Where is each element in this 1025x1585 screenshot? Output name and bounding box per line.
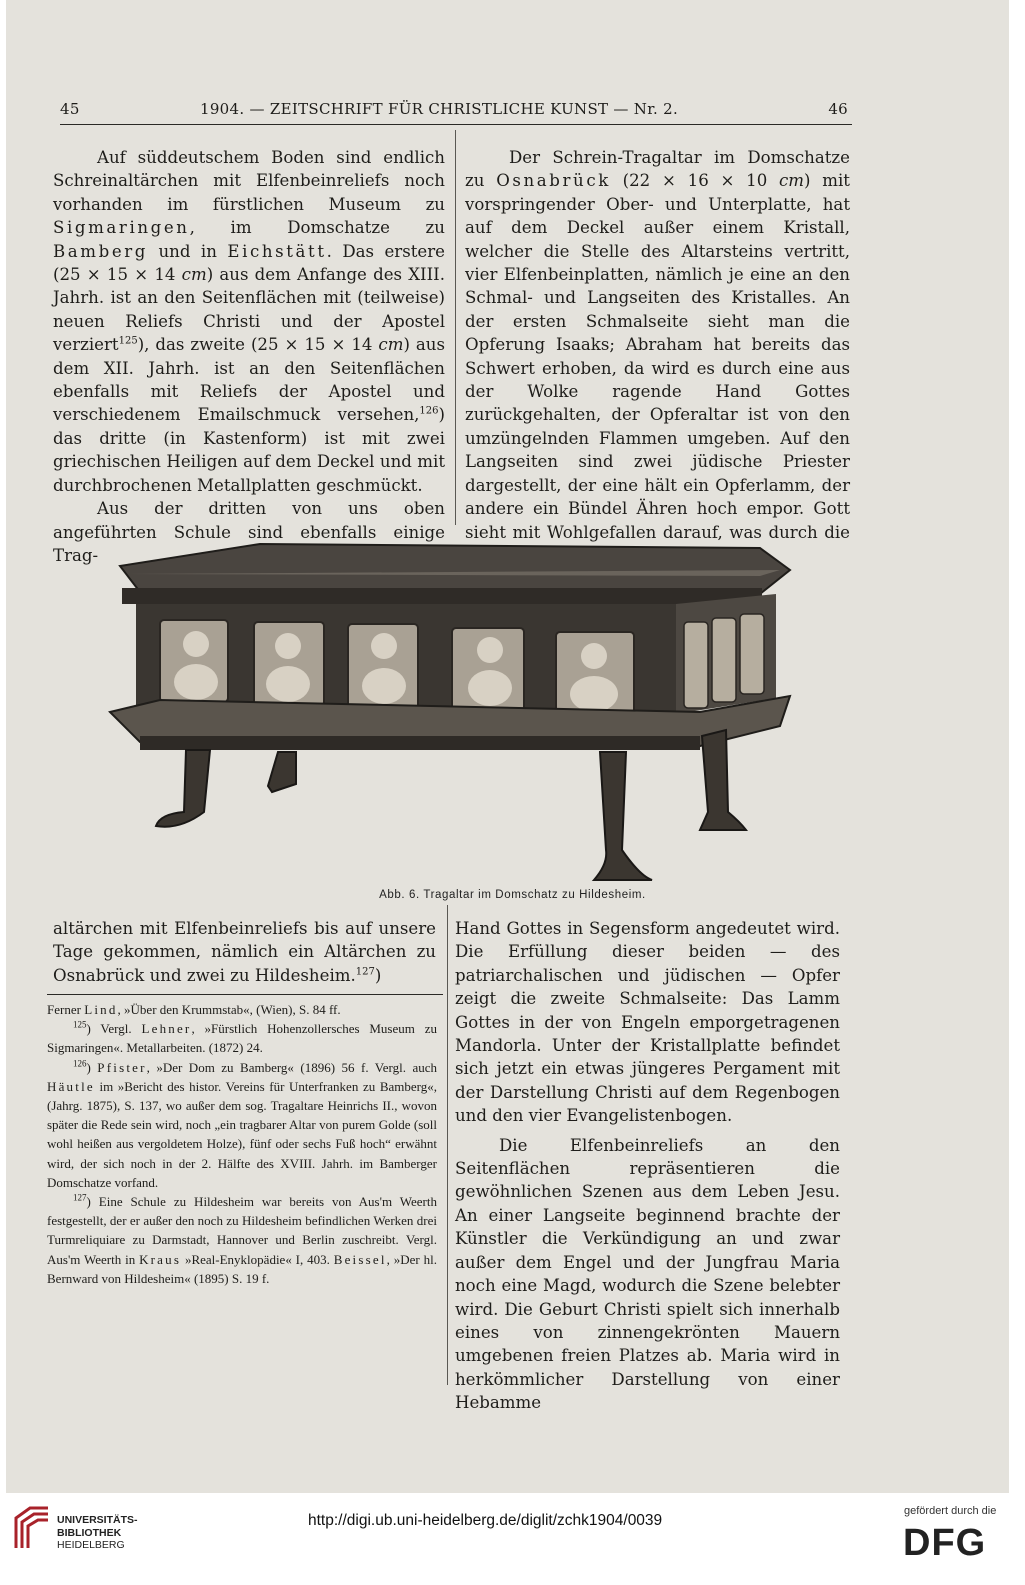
- altar-photograph: [100, 530, 800, 885]
- funder-label: gefördert durch die: [904, 1505, 997, 1517]
- paragraph: altärchen mit Elfenbeinreliefs bis auf unsere Tage gekommen, nämlich ein Altärchen zu Osnabrück und zwei zu Hildesheim.$^{127}$): [53, 919, 436, 985]
- footnote-ref: 126: [419, 405, 439, 417]
- footer-bar: [0, 1493, 1025, 1585]
- left-column-top: [53, 146, 445, 567]
- footnote-ref: 125: [118, 335, 138, 347]
- figure-caption: Abb. 6. Tragaltar im Domschatz zu Hildesheim.: [379, 889, 646, 901]
- permalink[interactable]: http://digi.ub.uni-heidelberg.de/diglit/zchk1904/0039: [308, 1512, 663, 1529]
- footnote-ref: 127: [355, 966, 375, 978]
- column-divider: [455, 130, 456, 525]
- dfg-logo: DFG: [903, 1522, 987, 1564]
- footnote: $^{126}$) Pfister, »Der Dom zu Bamberg« (1896) 56 f. Vergl. auch Häutle im »Bericht des histor. Vereins für Unterfranken zu Bamberg«, (Jahrg. 1875), S. 137, wo außer dem sog. Tragaltare Heinrichs II., wovon später die Rede sein wird, noch „ein tragbarer Altar von purem Golde (soll wohl heißen aus vergoldetem Holze), fünf oder sechs Fuß hoch“ erwähnt wird, der sich noch in der 2. Hälfte des XVIII. Jahrh. im Bamberger Domschatze vorfand.: [47, 1058, 437, 1190]
- journal-title: 1904. — ZEITSCHRIFT FÜR CHRISTLICHE KUNST — Nr. 2.: [200, 100, 679, 118]
- footnote: Ferner Lind, »Über den Krummstab«, (Wien), S. 84 ff.: [47, 1002, 341, 1017]
- paragraph: Aus der dritten von uns oben angeführten Schule sind ebenfalls einige Trag-: [53, 499, 445, 565]
- footnote: $^{127}$) Eine Schule zu Hildesheim war bereits von Aus'm Weerth festgestellt, der er außer den noch zu Hildesheim befindlichen Werken drei Turmreliquiare zu Darmstadt, Hannover und Berlin zuschreibt. Vergl. Aus'm Weerth in Kraus »Real-Enyklopädie« I, 403. Beissel, »Der hl. Bernward von Hildesheim« (1895) S. 19 f.: [47, 1192, 437, 1286]
- footnote-rule: [47, 994, 443, 995]
- page-number-left: 45: [60, 100, 80, 118]
- paragraph: Hand Gottes in Segensform angedeutet wird. Die Erfüllung dieser beiden — des patriarchalischen und jüdischen — Opfer zeigt die zweite Schmalseite: Das Lamm Gottes in der von Engeln emporgetragenen Mandorla. Unter der Kristallplatte befindet sich jetzt ein etwas jüngeres Pergament mit der Darstellung Christi auf dem Regenbogen und den vier Evangelistenbogen.: [455, 919, 840, 1126]
- right-column-top: [465, 146, 850, 544]
- footnotes: [47, 1000, 437, 1288]
- paragraph: Der Schrein-Tragaltar im Domschatze zu Osnabrück (22 × 16 × 10 cm) mit vorspringender Ober- und Unterplatte, hat auf dem Deckel außer einem Kristall, welcher die Stelle des Altarsteins vertritt, vier Elfenbeinplatten, nämlich je eine an den Schmal- und Langseiten des Kristalles. An der ersten Schmalseite sieht man die Opferung Isaaks; Abraham hat bereits das Schwert erhoben, da wird es durch eine aus der Wolke ragende Hand Gottes zurückgehalten, der Opferaltar ist von den umzüngelnden Flammen umgeben. Auf den Langseiten sind zwei jüdische Priester dargestellt, der eine hält ein Opferlamm, der andere ein Bündel Ähren hoch empor. Gott sieht mit Wohlgefallen darauf, was durch die: [465, 148, 850, 542]
- left-column-bottom: [53, 917, 436, 987]
- running-header: [60, 98, 852, 125]
- page-number-right: 46: [828, 100, 848, 118]
- paragraph: Die Elfenbeinreliefs an den Seitenflächen repräsentieren die gewöhnlichen Szenen aus dem Leben Jesu. An einer Langseite beginnend brachte der Künstler die Verkündigung an und zwar außer dem Engel und der Jungfrau Maria noch eine Magd, wodurch die Szene belebter wird. Die Geburt Christi spielt sich innerhalb eines von zinnengekrönten Mauern umgebenen freien Platzes ab. Maria wird in herkömmlicher Darstellung von einer Hebamme: [455, 1135, 840, 1413]
- column-divider: [447, 905, 448, 1385]
- footnote: $^{125}$) Vergl. Lehner, »Fürstlich Hohenzollersches Museum zu Sigmaringen«. Metallarbeiten. (1872) 24.: [47, 1019, 437, 1056]
- university-library-name: UNIVERSITÄTS- BIBLIOTHEK HEIDELBERG: [57, 1514, 138, 1551]
- university-library-logo-icon: [12, 1504, 52, 1558]
- paragraph: Auf süddeutschem Boden sind endlich Schreinaltärchen mit Elfenbeinreliefs noch vorhanden im fürstlichen Museum zu Sigmaringen, im Domschatze zu Bamberg und in Eichstätt. Das erstere (25 × 15 × 14 cm) aus dem Anfange des XIII. Jahrh. ist an den Seitenflächen mit (teilweise) neuen Reliefs Christi und der Apostel verziert$^{125}$), das zweite (25 × 15 × 14 cm) aus dem XII. Jahrh. ist an den Seitenflächen ebenfalls mit Reliefs der Apostel und verschiedenem Emailschmuck versehen,$^{126}$) das dritte (in Kastenform) ist mit zwei griechischen Heiligen auf dem Deckel und mit durchbrochenen Metallplatten geschmückt.: [53, 148, 446, 495]
- right-column-bottom: [455, 917, 840, 1415]
